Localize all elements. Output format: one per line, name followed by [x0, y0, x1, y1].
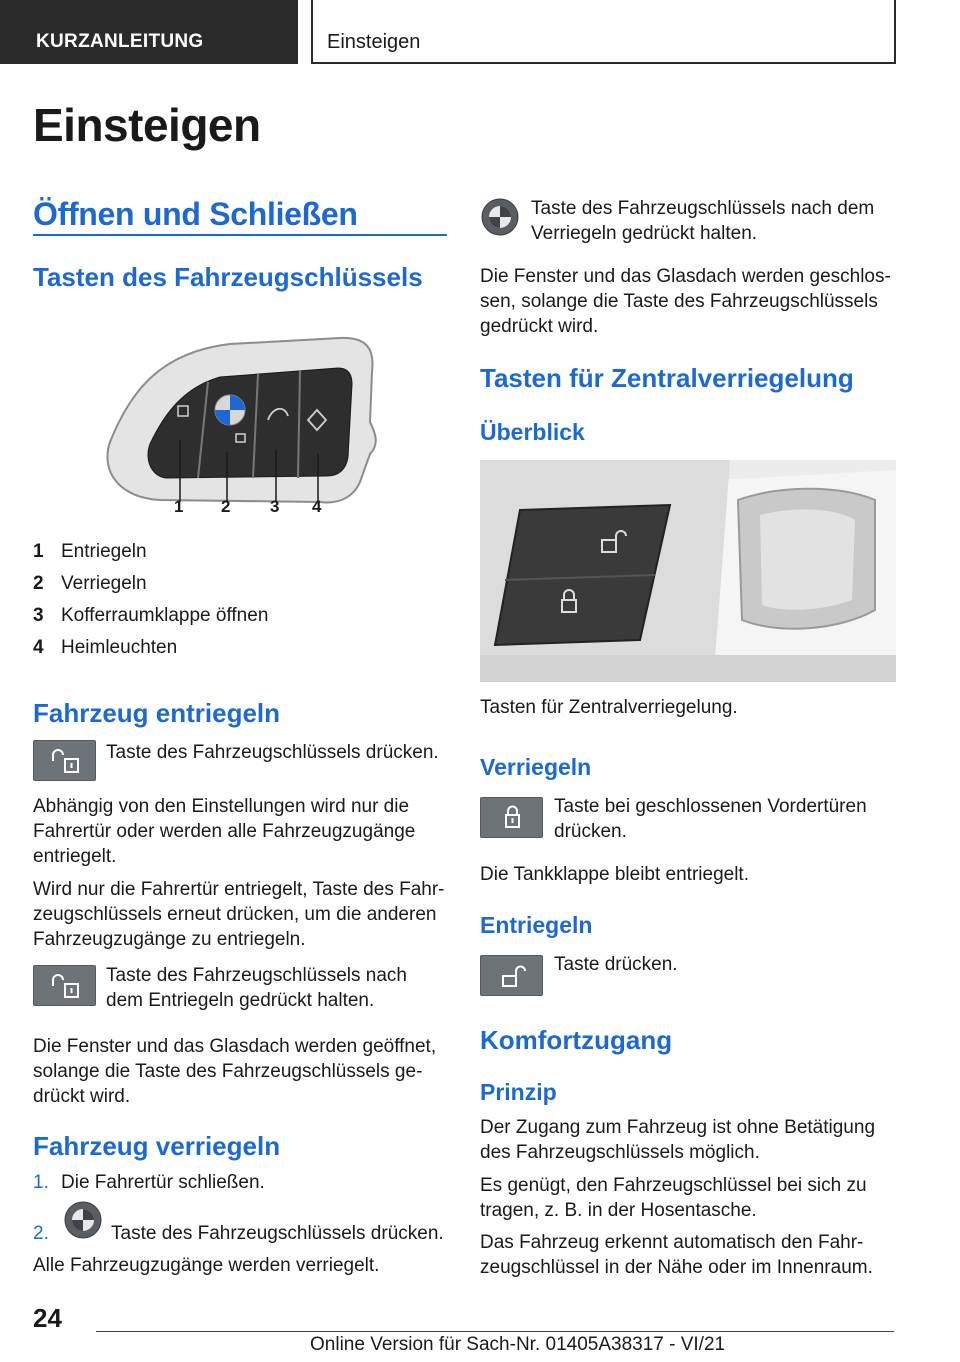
lock-result: Alle Fahrzeugzugänge werden verriegelt. — [33, 1255, 380, 1276]
bmw-key-button-icon — [64, 1201, 102, 1239]
lock-step-number: 2. — [33, 1223, 49, 1244]
principle-paragraph-2: Es genügt, den Fahrzeugschlüssel bei sich zu tragen, z. B. in der Hosentasche. — [480, 1175, 867, 1221]
door-caption: Tasten für Zentralverriegelung. — [480, 697, 738, 718]
comfort-access-title: Komfortzugang — [480, 1025, 673, 1055]
central-locking-title: Tasten für Zentralverriegelung — [480, 363, 854, 393]
unlock-button-icon — [480, 955, 543, 996]
legend-item: 4 Heimleuchten — [33, 637, 178, 658]
section-rule — [33, 234, 447, 236]
header-section-tab: KURZANLEITUNG — [0, 0, 298, 64]
unlock-subtitle: Entriegeln — [480, 912, 593, 938]
lock-subtitle: Verriegeln — [480, 754, 592, 780]
principle-paragraph-1: Der Zugang zum Fahrzeug ist ohne Betätigung des Fahrzeugschlüssels möglich. — [480, 1117, 876, 1163]
principle-title: Prinzip — [480, 1079, 557, 1105]
unlock-button-icon — [33, 740, 96, 781]
lock-button-icon — [480, 797, 543, 838]
unlock-hold-text: Taste des Fahrzeugschlüssels nach dem Entriegeln gedrückt halten. — [106, 965, 407, 1011]
unlock-paragraph-2: Wird nur die Fahrertür entriegelt, Taste des Fahrzeugschlüssels erneut drücken, um die anderen Fahrzeugzugänge zu entriegeln. — [33, 879, 445, 950]
legend-item: 2 Verriegeln — [33, 573, 147, 594]
principle-paragraph-3: Das Fahrzeug erkennt automatisch den Fahrzeugschlüssel in der Nähe oder im Innenraum. — [480, 1232, 873, 1278]
overview-title: Überblick — [480, 419, 585, 445]
footer-text: Online Version für Sach-Nr. 01405A38317 - VI/21 — [310, 1334, 726, 1355]
lock-subtitle-text: Taste bei geschlossenen Vordertüren drücken. — [554, 796, 867, 842]
lock-subtitle-paragraph: Die Tankklappe bleibt entriegelt. — [480, 864, 749, 885]
unlock-button-icon — [33, 965, 96, 1006]
header-chapter: Einsteigen — [311, 0, 896, 64]
lock-hold-paragraph: Die Fenster und das Glasdach werden geschlossen, solange die Taste des Fahrzeugschlüssels gedrückt wird. — [480, 266, 891, 337]
unlock-paragraph-3: Die Fenster und das Glasdach werden geöffnet, solange die Taste des Fahrzeugschlüssels gedrückt wird. — [33, 1036, 437, 1107]
section-title: Öffnen und Schließen — [33, 196, 358, 232]
key-fob-illustration — [90, 332, 390, 522]
legend-item: 1 Entriegeln — [33, 541, 147, 562]
lock-step: 1. Die Fahrertür schließen. — [33, 1172, 265, 1193]
key-callout-4: 4 — [312, 497, 322, 516]
footer-rule — [96, 1331, 894, 1332]
page-title: Einsteigen — [33, 99, 261, 151]
door-panel-illustration — [480, 460, 896, 682]
unlock-title: Fahrzeug entriegeln — [33, 698, 281, 728]
lock-step-text: Taste des Fahrzeugschlüssels drücken. — [111, 1223, 444, 1244]
unlock-icon-text: Taste des Fahrzeugschlüssels drücken. — [106, 742, 439, 763]
legend-item: 3 Kofferraumklappe öffnen — [33, 605, 269, 626]
bmw-key-button-icon — [481, 198, 519, 236]
page-number: 24 — [33, 1303, 62, 1333]
key-callout-2: 2 — [221, 497, 231, 516]
unlock-subtitle-text: Taste drücken. — [554, 954, 678, 975]
unlock-paragraph-1: Abhängig von den Einstellungen wird nur die Fahrertür oder werden alle Fahrzeugzugänge entriegelt. — [33, 796, 416, 867]
lock-title: Fahrzeug verriegeln — [33, 1131, 281, 1161]
key-callout-3: 3 — [270, 497, 280, 516]
lock-hold-text: Taste des Fahrzeugschlüssels nach dem Verriegeln gedrückt halten. — [531, 198, 875, 244]
key-buttons-title: Tasten des Fahrzeugschlüssels — [33, 262, 423, 292]
key-callout-1: 1 — [174, 497, 184, 516]
